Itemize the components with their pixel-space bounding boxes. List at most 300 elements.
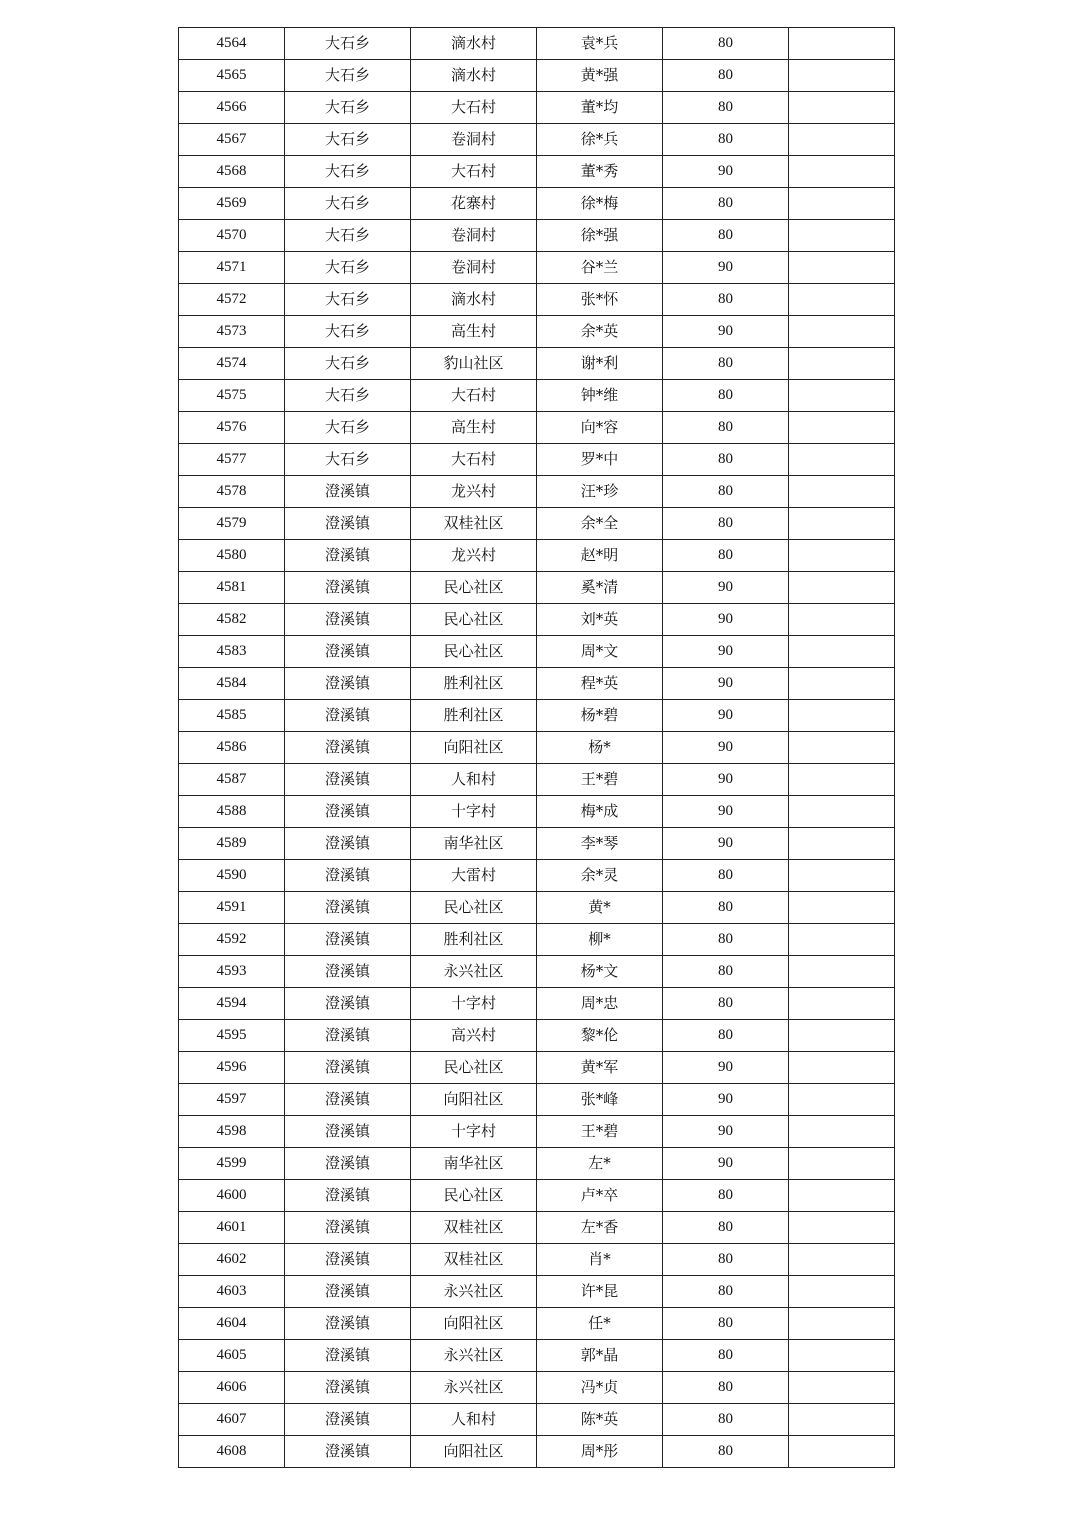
cell-village: 人和村 — [411, 1404, 537, 1436]
cell-person-name: 周*忠 — [537, 988, 663, 1020]
cell-village: 民心社区 — [411, 572, 537, 604]
cell-remark — [789, 252, 895, 284]
cell-person-name: 黄*军 — [537, 1052, 663, 1084]
cell-person-name: 黄* — [537, 892, 663, 924]
cell-score: 90 — [663, 668, 789, 700]
table-row — [179, 732, 895, 764]
cell-township: 大石乡 — [285, 252, 411, 284]
table-row — [179, 380, 895, 412]
cell-person-name: 余*英 — [537, 316, 663, 348]
cell-remark — [789, 796, 895, 828]
cell-township: 大石乡 — [285, 156, 411, 188]
cell-township: 澄溪镇 — [285, 1052, 411, 1084]
cell-remark — [789, 1404, 895, 1436]
cell-person-name: 谷*兰 — [537, 252, 663, 284]
cell-remark — [789, 1244, 895, 1276]
cell-township: 大石乡 — [285, 188, 411, 220]
cell-village: 永兴社区 — [411, 1340, 537, 1372]
cell-person-name: 向*容 — [537, 412, 663, 444]
table-row — [179, 316, 895, 348]
cell-serial-number: 4608 — [179, 1436, 285, 1468]
cell-township: 大石乡 — [285, 380, 411, 412]
cell-village: 民心社区 — [411, 892, 537, 924]
table-row — [179, 1372, 895, 1404]
cell-remark — [789, 92, 895, 124]
cell-remark — [789, 220, 895, 252]
cell-serial-number: 4575 — [179, 380, 285, 412]
cell-village: 大雷村 — [411, 860, 537, 892]
table-row — [179, 220, 895, 252]
cell-person-name: 杨*碧 — [537, 700, 663, 732]
cell-person-name: 肖* — [537, 1244, 663, 1276]
table-row — [179, 1276, 895, 1308]
cell-remark — [789, 860, 895, 892]
cell-score: 90 — [663, 796, 789, 828]
cell-score: 80 — [663, 92, 789, 124]
cell-serial-number: 4576 — [179, 412, 285, 444]
cell-village: 大石村 — [411, 92, 537, 124]
cell-remark — [789, 412, 895, 444]
cell-remark — [789, 1308, 895, 1340]
cell-village: 卷洞村 — [411, 124, 537, 156]
cell-score: 90 — [663, 316, 789, 348]
cell-score: 80 — [663, 924, 789, 956]
cell-remark — [789, 508, 895, 540]
cell-serial-number: 4565 — [179, 60, 285, 92]
cell-score: 90 — [663, 1148, 789, 1180]
cell-township: 澄溪镇 — [285, 508, 411, 540]
table-row — [179, 188, 895, 220]
cell-score: 90 — [663, 572, 789, 604]
table-row — [179, 988, 895, 1020]
cell-serial-number: 4587 — [179, 764, 285, 796]
cell-person-name: 谢*利 — [537, 348, 663, 380]
table-row — [179, 1148, 895, 1180]
cell-village: 民心社区 — [411, 1180, 537, 1212]
cell-village: 大石村 — [411, 444, 537, 476]
cell-township: 大石乡 — [285, 444, 411, 476]
cell-village: 民心社区 — [411, 604, 537, 636]
cell-score: 90 — [663, 252, 789, 284]
cell-village: 双桂社区 — [411, 1212, 537, 1244]
cell-village: 滴水村 — [411, 28, 537, 60]
cell-remark — [789, 60, 895, 92]
table-row — [179, 892, 895, 924]
table-row — [179, 860, 895, 892]
cell-person-name: 杨*文 — [537, 956, 663, 988]
cell-village: 豹山社区 — [411, 348, 537, 380]
cell-remark — [789, 764, 895, 796]
cell-person-name: 余*全 — [537, 508, 663, 540]
cell-serial-number: 4589 — [179, 828, 285, 860]
cell-serial-number: 4596 — [179, 1052, 285, 1084]
cell-serial-number: 4601 — [179, 1212, 285, 1244]
cell-score: 80 — [663, 444, 789, 476]
cell-serial-number: 4582 — [179, 604, 285, 636]
table-row — [179, 796, 895, 828]
cell-person-name: 任* — [537, 1308, 663, 1340]
cell-serial-number: 4578 — [179, 476, 285, 508]
cell-township: 澄溪镇 — [285, 732, 411, 764]
cell-score: 80 — [663, 284, 789, 316]
cell-person-name: 张*峰 — [537, 1084, 663, 1116]
cell-serial-number: 4607 — [179, 1404, 285, 1436]
cell-township: 澄溪镇 — [285, 1340, 411, 1372]
table-row — [179, 956, 895, 988]
cell-remark — [789, 284, 895, 316]
table-row — [179, 92, 895, 124]
cell-person-name: 李*琴 — [537, 828, 663, 860]
cell-remark — [789, 1084, 895, 1116]
cell-person-name: 董*秀 — [537, 156, 663, 188]
cell-village: 高生村 — [411, 316, 537, 348]
cell-score: 80 — [663, 1372, 789, 1404]
cell-serial-number: 4603 — [179, 1276, 285, 1308]
cell-remark — [789, 28, 895, 60]
cell-serial-number: 4585 — [179, 700, 285, 732]
cell-remark — [789, 1436, 895, 1468]
cell-serial-number: 4602 — [179, 1244, 285, 1276]
cell-score: 90 — [663, 732, 789, 764]
cell-remark — [789, 1372, 895, 1404]
table-row — [179, 1020, 895, 1052]
cell-remark — [789, 348, 895, 380]
cell-village: 双桂社区 — [411, 508, 537, 540]
cell-township: 澄溪镇 — [285, 1276, 411, 1308]
cell-remark — [789, 956, 895, 988]
cell-person-name: 奚*清 — [537, 572, 663, 604]
cell-township: 大石乡 — [285, 124, 411, 156]
cell-score: 80 — [663, 508, 789, 540]
table-row — [179, 924, 895, 956]
table-row — [179, 1116, 895, 1148]
table-row — [179, 700, 895, 732]
cell-village: 大石村 — [411, 380, 537, 412]
cell-village: 胜利社区 — [411, 668, 537, 700]
cell-person-name: 黎*伦 — [537, 1020, 663, 1052]
cell-remark — [789, 1052, 895, 1084]
cell-score: 90 — [663, 1052, 789, 1084]
cell-serial-number: 4577 — [179, 444, 285, 476]
cell-score: 90 — [663, 764, 789, 796]
cell-person-name: 王*碧 — [537, 764, 663, 796]
cell-village: 十字村 — [411, 796, 537, 828]
cell-township: 澄溪镇 — [285, 924, 411, 956]
cell-score: 80 — [663, 28, 789, 60]
roster-table-container — [178, 27, 894, 1468]
cell-remark — [789, 636, 895, 668]
cell-township: 澄溪镇 — [285, 540, 411, 572]
cell-remark — [789, 924, 895, 956]
cell-village: 龙兴村 — [411, 476, 537, 508]
table-row — [179, 1436, 895, 1468]
cell-township: 澄溪镇 — [285, 1116, 411, 1148]
cell-score: 80 — [663, 1180, 789, 1212]
cell-score: 80 — [663, 412, 789, 444]
cell-person-name: 王*碧 — [537, 1116, 663, 1148]
cell-score: 80 — [663, 220, 789, 252]
cell-score: 80 — [663, 892, 789, 924]
cell-score: 80 — [663, 1212, 789, 1244]
cell-township: 澄溪镇 — [285, 860, 411, 892]
table-row — [179, 1244, 895, 1276]
table-row — [179, 572, 895, 604]
cell-remark — [789, 828, 895, 860]
table-row — [179, 60, 895, 92]
cell-remark — [789, 732, 895, 764]
cell-remark — [789, 1148, 895, 1180]
cell-serial-number: 4583 — [179, 636, 285, 668]
cell-score: 80 — [663, 1404, 789, 1436]
cell-score: 80 — [663, 1308, 789, 1340]
cell-score: 80 — [663, 1340, 789, 1372]
cell-township: 澄溪镇 — [285, 892, 411, 924]
cell-township: 澄溪镇 — [285, 956, 411, 988]
cell-person-name: 左* — [537, 1148, 663, 1180]
cell-township: 大石乡 — [285, 220, 411, 252]
cell-person-name: 汪*珍 — [537, 476, 663, 508]
table-row — [179, 1084, 895, 1116]
cell-village: 胜利社区 — [411, 924, 537, 956]
cell-score: 80 — [663, 540, 789, 572]
cell-person-name: 柳* — [537, 924, 663, 956]
cell-serial-number: 4604 — [179, 1308, 285, 1340]
cell-village: 永兴社区 — [411, 956, 537, 988]
cell-remark — [789, 380, 895, 412]
table-row — [179, 444, 895, 476]
cell-score: 80 — [663, 124, 789, 156]
cell-remark — [789, 700, 895, 732]
cell-remark — [789, 444, 895, 476]
cell-township: 澄溪镇 — [285, 988, 411, 1020]
cell-township: 澄溪镇 — [285, 1404, 411, 1436]
cell-village: 向阳社区 — [411, 1084, 537, 1116]
cell-serial-number: 4568 — [179, 156, 285, 188]
table-row — [179, 828, 895, 860]
cell-village: 永兴社区 — [411, 1276, 537, 1308]
cell-serial-number: 4566 — [179, 92, 285, 124]
cell-township: 澄溪镇 — [285, 1180, 411, 1212]
cell-serial-number: 4580 — [179, 540, 285, 572]
cell-serial-number: 4564 — [179, 28, 285, 60]
cell-township: 澄溪镇 — [285, 1148, 411, 1180]
cell-village: 胜利社区 — [411, 700, 537, 732]
table-row — [179, 636, 895, 668]
cell-village: 人和村 — [411, 764, 537, 796]
cell-remark — [789, 668, 895, 700]
table-row — [179, 252, 895, 284]
cell-remark — [789, 1116, 895, 1148]
cell-village: 卷洞村 — [411, 220, 537, 252]
table-row — [179, 124, 895, 156]
cell-township: 澄溪镇 — [285, 476, 411, 508]
cell-village: 民心社区 — [411, 1052, 537, 1084]
cell-person-name: 张*怀 — [537, 284, 663, 316]
cell-serial-number: 4599 — [179, 1148, 285, 1180]
cell-serial-number: 4588 — [179, 796, 285, 828]
cell-serial-number: 4569 — [179, 188, 285, 220]
cell-score: 80 — [663, 188, 789, 220]
cell-serial-number: 4573 — [179, 316, 285, 348]
cell-score: 90 — [663, 604, 789, 636]
cell-person-name: 徐*强 — [537, 220, 663, 252]
cell-score: 90 — [663, 636, 789, 668]
cell-remark — [789, 1212, 895, 1244]
cell-remark — [789, 604, 895, 636]
cell-township: 大石乡 — [285, 316, 411, 348]
cell-remark — [789, 572, 895, 604]
cell-village: 永兴社区 — [411, 1372, 537, 1404]
cell-remark — [789, 316, 895, 348]
table-row — [179, 1180, 895, 1212]
cell-person-name: 卢*卒 — [537, 1180, 663, 1212]
cell-score: 80 — [663, 348, 789, 380]
cell-person-name: 陈*英 — [537, 1404, 663, 1436]
cell-person-name: 刘*英 — [537, 604, 663, 636]
cell-serial-number: 4594 — [179, 988, 285, 1020]
table-row — [179, 508, 895, 540]
cell-village: 十字村 — [411, 1116, 537, 1148]
cell-township: 澄溪镇 — [285, 604, 411, 636]
cell-person-name: 黄*强 — [537, 60, 663, 92]
cell-score: 90 — [663, 700, 789, 732]
cell-person-name: 赵*明 — [537, 540, 663, 572]
cell-person-name: 左*香 — [537, 1212, 663, 1244]
cell-person-name: 余*灵 — [537, 860, 663, 892]
cell-village: 民心社区 — [411, 636, 537, 668]
cell-score: 80 — [663, 380, 789, 412]
cell-serial-number: 4600 — [179, 1180, 285, 1212]
cell-score: 90 — [663, 1116, 789, 1148]
cell-village: 南华社区 — [411, 828, 537, 860]
cell-score: 90 — [663, 156, 789, 188]
cell-person-name: 周*彤 — [537, 1436, 663, 1468]
cell-serial-number: 4567 — [179, 124, 285, 156]
cell-score: 80 — [663, 1276, 789, 1308]
cell-village: 向阳社区 — [411, 1308, 537, 1340]
cell-village: 大石村 — [411, 156, 537, 188]
cell-serial-number: 4586 — [179, 732, 285, 764]
cell-township: 澄溪镇 — [285, 1308, 411, 1340]
cell-village: 花寨村 — [411, 188, 537, 220]
cell-remark — [789, 892, 895, 924]
table-row — [179, 156, 895, 188]
cell-score: 80 — [663, 956, 789, 988]
cell-township: 澄溪镇 — [285, 1244, 411, 1276]
cell-score: 80 — [663, 1020, 789, 1052]
cell-remark — [789, 988, 895, 1020]
cell-remark — [789, 1276, 895, 1308]
cell-score: 80 — [663, 1244, 789, 1276]
table-row — [179, 1052, 895, 1084]
cell-person-name: 许*昆 — [537, 1276, 663, 1308]
table-row — [179, 348, 895, 380]
table-row — [179, 540, 895, 572]
cell-township: 大石乡 — [285, 28, 411, 60]
cell-person-name: 董*均 — [537, 92, 663, 124]
table-row — [179, 1308, 895, 1340]
cell-person-name: 梅*成 — [537, 796, 663, 828]
cell-township: 大石乡 — [285, 284, 411, 316]
roster-table-body — [179, 28, 895, 1468]
cell-township: 澄溪镇 — [285, 636, 411, 668]
cell-township: 大石乡 — [285, 412, 411, 444]
cell-village: 双桂社区 — [411, 1244, 537, 1276]
cell-score: 80 — [663, 988, 789, 1020]
cell-serial-number: 4574 — [179, 348, 285, 380]
cell-township: 澄溪镇 — [285, 796, 411, 828]
cell-serial-number: 4595 — [179, 1020, 285, 1052]
table-row — [179, 1404, 895, 1436]
cell-township: 澄溪镇 — [285, 764, 411, 796]
cell-village: 滴水村 — [411, 60, 537, 92]
cell-serial-number: 4606 — [179, 1372, 285, 1404]
cell-serial-number: 4572 — [179, 284, 285, 316]
cell-serial-number: 4584 — [179, 668, 285, 700]
cell-serial-number: 4591 — [179, 892, 285, 924]
cell-township: 大石乡 — [285, 92, 411, 124]
cell-serial-number: 4598 — [179, 1116, 285, 1148]
cell-person-name: 徐*梅 — [537, 188, 663, 220]
cell-score: 80 — [663, 1436, 789, 1468]
table-row — [179, 28, 895, 60]
table-row — [179, 668, 895, 700]
cell-person-name: 周*文 — [537, 636, 663, 668]
cell-remark — [789, 156, 895, 188]
table-row — [179, 1340, 895, 1372]
cell-village: 高兴村 — [411, 1020, 537, 1052]
cell-remark — [789, 540, 895, 572]
cell-remark — [789, 124, 895, 156]
cell-serial-number: 4571 — [179, 252, 285, 284]
table-row — [179, 476, 895, 508]
cell-village: 向阳社区 — [411, 1436, 537, 1468]
cell-village: 卷洞村 — [411, 252, 537, 284]
cell-remark — [789, 1180, 895, 1212]
cell-township: 澄溪镇 — [285, 572, 411, 604]
cell-township: 大石乡 — [285, 348, 411, 380]
cell-village: 南华社区 — [411, 1148, 537, 1180]
cell-township: 澄溪镇 — [285, 828, 411, 860]
cell-serial-number: 4579 — [179, 508, 285, 540]
cell-township: 澄溪镇 — [285, 1372, 411, 1404]
cell-township: 澄溪镇 — [285, 668, 411, 700]
cell-person-name: 程*英 — [537, 668, 663, 700]
cell-village: 向阳社区 — [411, 732, 537, 764]
table-row — [179, 412, 895, 444]
cell-score: 80 — [663, 476, 789, 508]
cell-township: 大石乡 — [285, 60, 411, 92]
cell-score: 80 — [663, 860, 789, 892]
cell-person-name: 杨* — [537, 732, 663, 764]
cell-village: 滴水村 — [411, 284, 537, 316]
cell-village: 十字村 — [411, 988, 537, 1020]
cell-remark — [789, 1340, 895, 1372]
cell-remark — [789, 476, 895, 508]
cell-person-name: 袁*兵 — [537, 28, 663, 60]
cell-township: 澄溪镇 — [285, 1020, 411, 1052]
cell-serial-number: 4592 — [179, 924, 285, 956]
cell-serial-number: 4605 — [179, 1340, 285, 1372]
cell-serial-number: 4570 — [179, 220, 285, 252]
cell-serial-number: 4597 — [179, 1084, 285, 1116]
cell-village: 龙兴村 — [411, 540, 537, 572]
cell-score: 80 — [663, 60, 789, 92]
cell-remark — [789, 188, 895, 220]
cell-person-name: 徐*兵 — [537, 124, 663, 156]
cell-township: 澄溪镇 — [285, 700, 411, 732]
cell-township: 澄溪镇 — [285, 1436, 411, 1468]
